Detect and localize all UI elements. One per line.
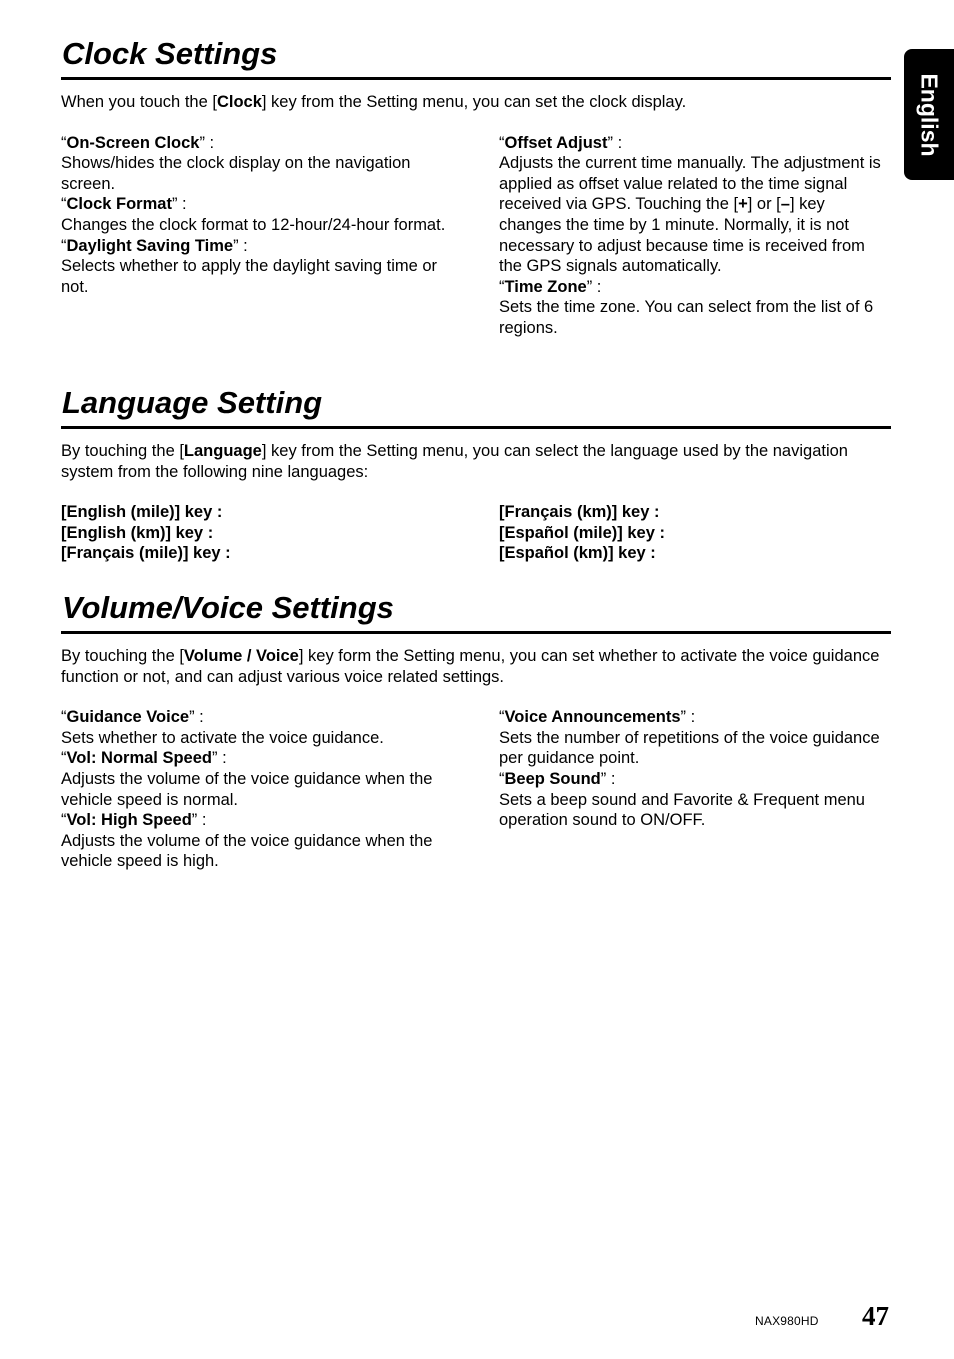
language-key-label: [English (km)] key : [61,523,214,542]
language-key-label: [English (mile)] key : [61,503,223,522]
clock-intro-paragraph: When you touch the [Clock] key from the Setting menu, you can set the clock display. [61,93,687,111]
option-term: “Offset Adjust” : [499,133,623,152]
volume-intro-paragraph: By touching the [Volume / Voice] key form the Setting menu, you can set whether to activate the voice guidance function or not, and can adjust various voice related settings. [61,647,880,686]
option-term: “Voice Announcements” : [499,708,696,727]
option-term: “Clock Format” : [61,195,187,214]
side-tab-label: English [916,72,943,157]
heading-rule [61,631,891,634]
option-description: Sets the number of repetitions of the voice guidance per guidance point. [499,728,880,768]
language-setting-heading: Language Setting [62,385,323,420]
volume-options-right [499,707,891,831]
language-keys-left [61,502,461,564]
clock-options-left [61,133,461,298]
option-term: “Daylight Saving Time” : [61,236,248,255]
option-description: Sets whether to activate the voice guidance. [61,728,384,747]
language-key-label: [Français (km)] key : [499,503,660,522]
language-key-label: [Español (km)] key : [499,544,656,563]
language-intro-paragraph: By touching the [Language] key from the Setting menu, you can select the language used by the navigation system from the following nine languages: [61,442,848,481]
heading-rule [61,426,891,429]
option-term: “Beep Sound” : [499,769,616,788]
option-term: “On-Screen Clock” : [61,133,215,152]
model-number: NAX980HD [755,1314,819,1328]
option-term: “Vol: Normal Speed” : [61,749,227,768]
option-description: Selects whether to apply the daylight saving time or not. [61,257,438,296]
option-description: Adjusts the current time manually. The adjustment is applied as offset value related to the time signal received via GPS. Touching the [+] or [–] key changes the time by 1 minute. Normally, it is not necessary to adjust because time is received from the GPS signals automatically. [499,154,881,276]
option-description: Adjusts the volume of the voice guidance when the vehicle speed is normal. [61,769,433,809]
language-keys [61,502,891,572]
language-key-label: [Français (mile)] key : [61,544,231,563]
volume-options [61,707,891,877]
volume-voice-settings-heading: Volume/Voice Settings [62,590,394,625]
page-number: 47 [862,1301,889,1331]
option-description: Sets the time zone. You can select from the list of 6 regions. [499,298,874,337]
option-term: “Guidance Voice” : [61,708,204,727]
volume-options-left [61,707,461,872]
heading-rule [61,77,891,80]
option-term: “Time Zone” : [499,277,602,296]
option-description: Changes the clock format to 12-hour/24-hour format. [61,215,446,234]
volume-voice-settings-section [61,590,891,877]
language-keys-right [499,502,891,564]
option-term: “Vol: High Speed” : [61,811,207,830]
option-description: Shows/hides the clock display on the navigation screen. [61,154,411,193]
clock-settings-heading: Clock Settings [62,36,278,71]
language-key-label: [Español (mile)] key : [499,523,665,542]
clock-options-right [499,133,891,339]
option-description: Sets a beep sound and Favorite & Frequent menu operation sound to ON/OFF. [499,790,865,830]
option-description: Adjusts the volume of the voice guidance when the vehicle speed is high. [61,831,433,871]
language-setting-section [61,385,891,572]
clock-settings-section [61,36,891,363]
language-side-tab [904,49,954,180]
clock-options [61,133,891,363]
